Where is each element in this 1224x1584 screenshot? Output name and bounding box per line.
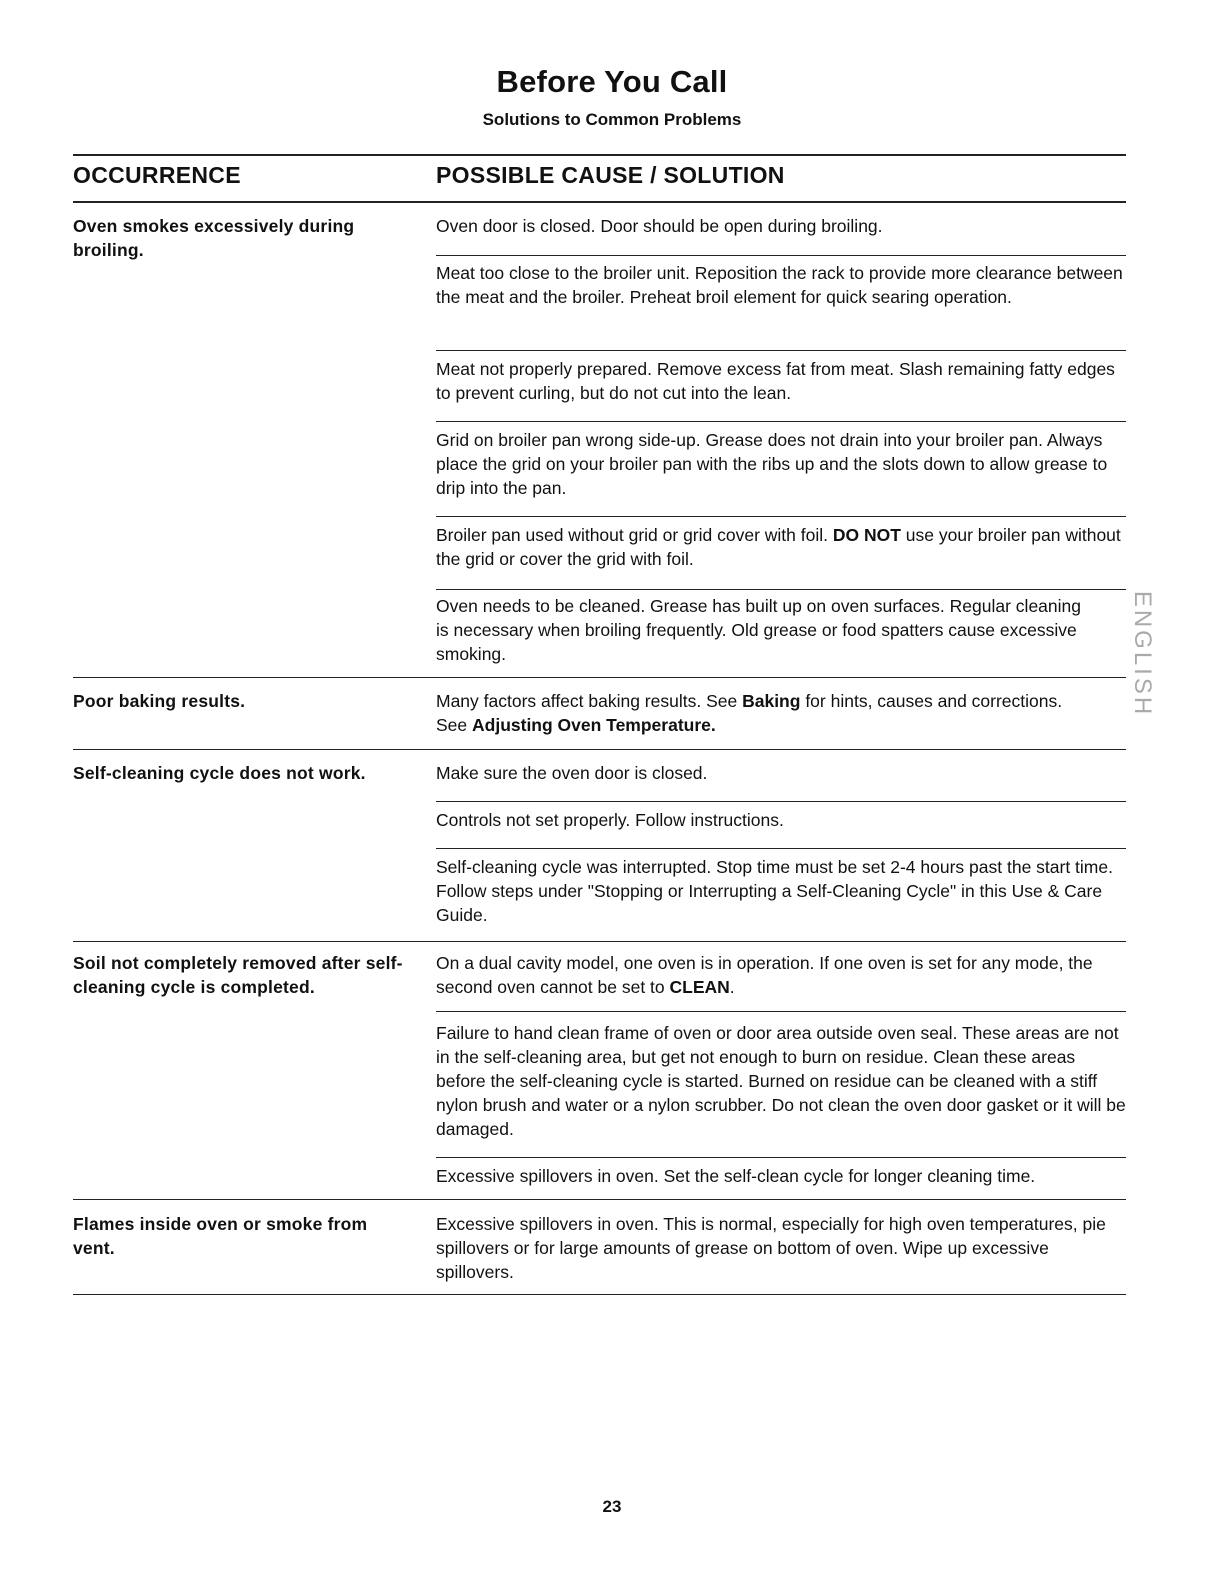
row-divider [73, 1199, 1126, 1200]
solution-text-part: . [729, 977, 735, 997]
solution-text: Excessive spillovers in oven. This is normal, especially for high oven temperatures, pie spillovers or for large amounts of grease on bottom of oven. Wipe up excessive spillovers. [436, 1214, 1106, 1282]
page-title: Before You Call [496, 64, 728, 99]
solution-emphasis: Adjusting Oven Temperature. [472, 715, 716, 735]
solution-emphasis: Baking [742, 691, 801, 711]
occurrence-poor-baking: Poor baking results. [73, 691, 246, 711]
solution-text: Make sure the oven door is closed. [436, 763, 708, 783]
solution-text-part: Many factors affect baking results. See [436, 691, 743, 711]
page-subtitle: Solutions to Common Problems [482, 110, 742, 129]
solution-text: Meat not properly prepared. Remove excess fat from meat. Slash remaining fatty edges to prevent curling, but do not cut into the lean. [436, 359, 1115, 403]
solution-divider [436, 421, 1126, 422]
solution-text-do-not [436, 523, 1126, 571]
occurrence-soil-not-removed: Soil not completely removed after self-cleaning cycle is completed. [73, 953, 403, 997]
solution-text-clean [436, 951, 1096, 999]
solution-text: Failure to hand clean frame of oven or door area outside oven seal. These areas are not in the self-cleaning area, but get not enough to burn on residue. Clean these areas before the self-cleaning cycle is started. Burned on residue can be cleaned with a stiff nylon brush and water or a nylon scrubber. Do not clean the oven door gasket or it will be damaged. [436, 1023, 1126, 1139]
row-divider [73, 941, 1126, 942]
solution-text: Controls not set properly. Follow instructions. [436, 810, 784, 830]
row-divider [73, 677, 1126, 678]
solution-emphasis: DO NOT [832, 525, 901, 545]
page-number: 23 [602, 1497, 622, 1516]
solution-text: Meat too close to the broiler unit. Reposition the rack to provide more clearance between the meat and the broiler. Preheat broil element for quick searing operation. [436, 263, 1123, 307]
occurrence-flames: Flames inside oven or smoke from vent. [73, 1214, 368, 1258]
solution-text: Self-cleaning cycle was interrupted. Stop time must be set 2-4 hours past the start time. Follow steps under "Stopping or Interrupting a Self-Cleaning Cycle" in this Use & Care Guide. [436, 857, 1113, 925]
solution-emphasis: CLEAN [669, 977, 730, 997]
solution-text-part: use your broiler pan without the grid or cover the grid with foil. [436, 525, 1121, 569]
solution-divider [436, 255, 1126, 256]
solution-text-baking [436, 689, 1096, 737]
header-top-rule [73, 154, 1126, 156]
solution-divider [436, 1157, 1126, 1158]
solution-divider [436, 1011, 1126, 1012]
column-header-cause: POSSIBLE CAUSE / SOLUTION [436, 162, 785, 188]
solution-text: Oven needs to be cleaned. Grease has built up on oven surfaces. Regular cleaning is necessary when broiling frequently. Old grease or food spatters cause excessive smoking. [436, 596, 1081, 664]
solution-divider [436, 589, 1126, 590]
column-header-occurrence: OCCURRENCE [73, 162, 241, 188]
solution-divider [436, 350, 1126, 351]
solution-text: Grid on broiler pan wrong side-up. Grease does not drain into your broiler pan. Always place the grid on your broiler pan with the ribs up and the slots down to allow grease to drip into the pan. [436, 430, 1108, 498]
solution-text-part: Broiler pan used without grid or grid cover with foil. [436, 525, 833, 545]
row-divider [73, 1294, 1126, 1295]
solution-divider [436, 801, 1126, 802]
solution-text: Oven door is closed. Door should be open during broiling. [436, 216, 883, 236]
solution-text-part: On a dual cavity model, one oven is in operation. If one oven is set for any mode, the second oven cannot be set to [436, 953, 1093, 997]
solution-text: Excessive spillovers in oven. Set the self-clean cycle for longer cleaning time. [436, 1166, 1036, 1186]
row-divider [73, 749, 1126, 750]
language-side-tab [1126, 584, 1156, 724]
language-side-label: ENGLISH [1129, 590, 1156, 718]
solution-divider [436, 516, 1126, 517]
occurrence-self-clean-not-work: Self-cleaning cycle does not work. [73, 763, 366, 783]
header-bottom-rule [73, 201, 1126, 203]
solution-divider [436, 848, 1126, 849]
solution-text-part: for hints, causes and corrections. See [436, 691, 1063, 735]
occurrence-smokes: Oven smokes excessively during broiling. [73, 216, 355, 260]
